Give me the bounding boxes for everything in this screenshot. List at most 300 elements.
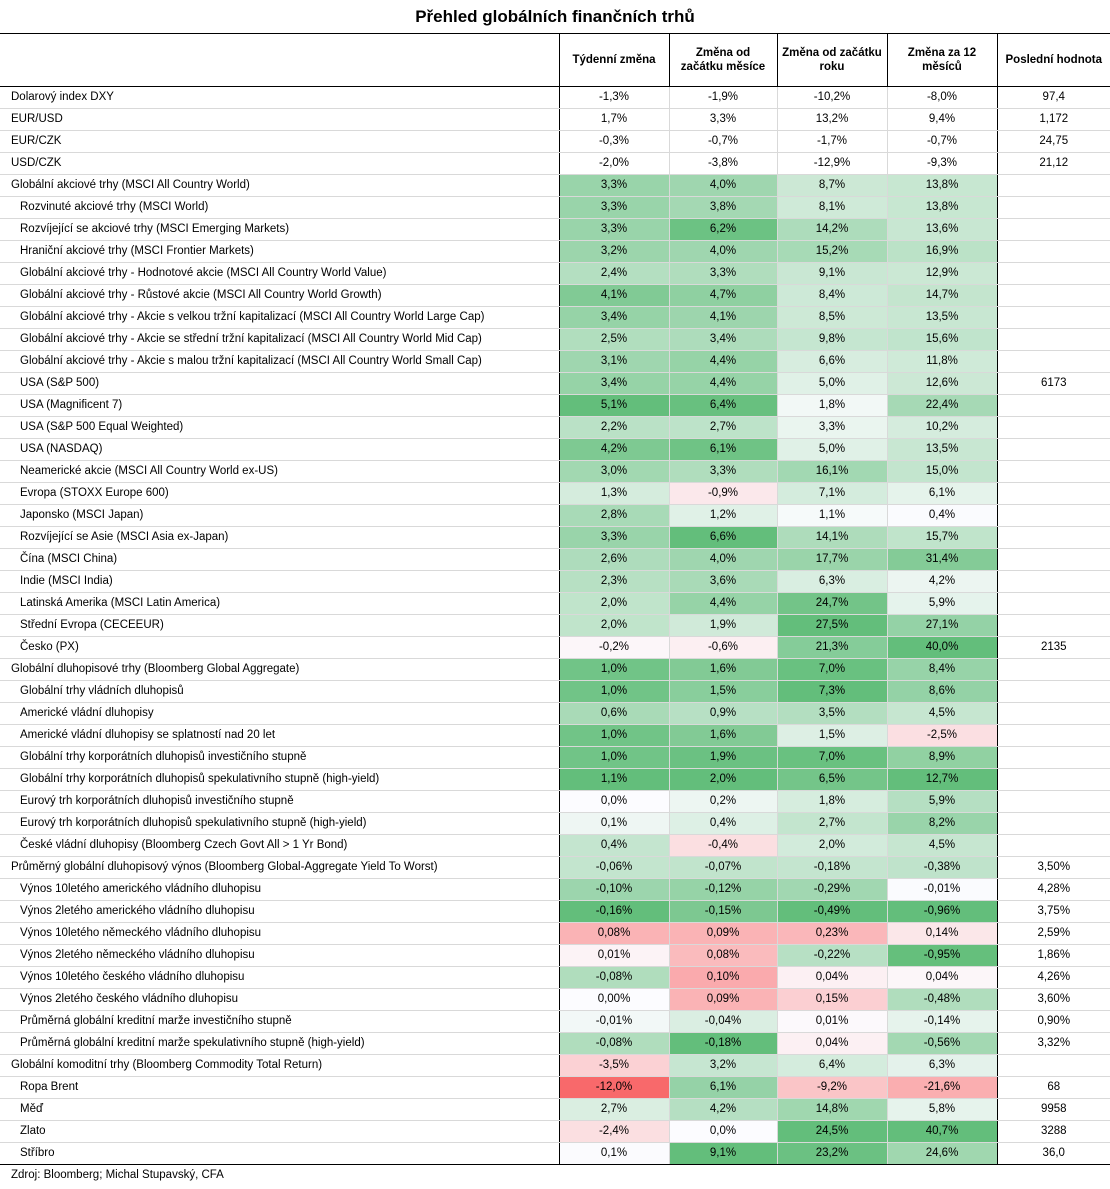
value-cell: 7,0% bbox=[777, 746, 887, 768]
value-cell: 3,2% bbox=[559, 240, 669, 262]
value-cell: 9,4% bbox=[887, 108, 997, 130]
header-name bbox=[0, 34, 559, 86]
table-row bbox=[0, 372, 1110, 394]
value-cell: -0,14% bbox=[887, 1010, 997, 1032]
last-value-cell bbox=[997, 284, 1110, 306]
value-cell: 3,4% bbox=[559, 372, 669, 394]
value-cell: 3,4% bbox=[559, 306, 669, 328]
value-cell: -0,16% bbox=[559, 900, 669, 922]
value-cell: 2,7% bbox=[559, 1098, 669, 1120]
table-row bbox=[0, 570, 1110, 592]
value-cell: -0,12% bbox=[669, 878, 777, 900]
table-row bbox=[0, 1120, 1110, 1142]
value-cell: 0,0% bbox=[559, 790, 669, 812]
value-cell: 5,8% bbox=[887, 1098, 997, 1120]
table-row bbox=[0, 306, 1110, 328]
value-cell: 14,7% bbox=[887, 284, 997, 306]
row-label: Rozvíjející se Asie (MSCI Asia ex-Japan) bbox=[0, 526, 559, 548]
value-cell: 40,0% bbox=[887, 636, 997, 658]
value-cell: 6,3% bbox=[777, 570, 887, 592]
value-cell: -0,48% bbox=[887, 988, 997, 1010]
table-row bbox=[0, 900, 1110, 922]
value-cell: 6,4% bbox=[669, 394, 777, 416]
table-row bbox=[0, 482, 1110, 504]
last-value-cell bbox=[997, 570, 1110, 592]
value-cell: 2,0% bbox=[559, 614, 669, 636]
table-row bbox=[0, 1142, 1110, 1164]
value-cell: -2,0% bbox=[559, 152, 669, 174]
row-label: Čína (MSCI China) bbox=[0, 548, 559, 570]
value-cell: 3,3% bbox=[559, 196, 669, 218]
table-row bbox=[0, 394, 1110, 416]
row-label: České vládní dluhopisy (Bloomberg Czech Govt All > 1 Yr Bond) bbox=[0, 834, 559, 856]
value-cell: 6,1% bbox=[669, 1076, 777, 1098]
value-cell: 2,0% bbox=[559, 592, 669, 614]
table-row bbox=[0, 130, 1110, 152]
value-cell: 7,0% bbox=[777, 658, 887, 680]
value-cell: 27,5% bbox=[777, 614, 887, 636]
table-row bbox=[0, 966, 1110, 988]
table-row bbox=[0, 768, 1110, 790]
value-cell: 1,2% bbox=[669, 504, 777, 526]
value-cell: 1,6% bbox=[669, 724, 777, 746]
value-cell: 3,0% bbox=[559, 460, 669, 482]
last-value-cell: 6173 bbox=[997, 372, 1110, 394]
value-cell: 8,5% bbox=[777, 306, 887, 328]
value-cell: 1,7% bbox=[559, 108, 669, 130]
value-cell: -0,06% bbox=[559, 856, 669, 878]
value-cell: 1,0% bbox=[559, 658, 669, 680]
value-cell: -0,6% bbox=[669, 636, 777, 658]
value-cell: 15,2% bbox=[777, 240, 887, 262]
value-cell: 1,6% bbox=[669, 658, 777, 680]
row-label: Ropa Brent bbox=[0, 1076, 559, 1098]
value-cell: 6,6% bbox=[669, 526, 777, 548]
value-cell: 31,4% bbox=[887, 548, 997, 570]
row-label: Globální komoditní trhy (Bloomberg Commodity Total Return) bbox=[0, 1054, 559, 1076]
row-label: USA (Magnificent 7) bbox=[0, 394, 559, 416]
header-last-value: Poslední hodnota bbox=[997, 34, 1110, 86]
value-cell: 4,7% bbox=[669, 284, 777, 306]
value-cell: 13,5% bbox=[887, 306, 997, 328]
table-row bbox=[0, 878, 1110, 900]
value-cell: -0,9% bbox=[669, 482, 777, 504]
value-cell: 0,2% bbox=[669, 790, 777, 812]
last-value-cell: 3,50% bbox=[997, 856, 1110, 878]
table-body bbox=[0, 86, 1110, 1164]
value-cell: 15,7% bbox=[887, 526, 997, 548]
last-value-cell bbox=[997, 174, 1110, 196]
value-cell: 0,6% bbox=[559, 702, 669, 724]
table-row bbox=[0, 1010, 1110, 1032]
row-label: Latinská Amerika (MSCI Latin America) bbox=[0, 592, 559, 614]
last-value-cell: 3,75% bbox=[997, 900, 1110, 922]
value-cell: 1,5% bbox=[777, 724, 887, 746]
last-value-cell bbox=[997, 262, 1110, 284]
value-cell: 1,9% bbox=[669, 614, 777, 636]
row-label: Stříbro bbox=[0, 1142, 559, 1164]
row-label: Neamerické akcie (MSCI All Country World ex-US) bbox=[0, 460, 559, 482]
value-cell: -10,2% bbox=[777, 86, 887, 108]
row-label: Globální dluhopisové trhy (Bloomberg Global Aggregate) bbox=[0, 658, 559, 680]
row-label: Globální akciové trhy - Akcie s malou tržní kapitalizací (MSCI All Country World Small Cap) bbox=[0, 350, 559, 372]
last-value-cell bbox=[997, 680, 1110, 702]
value-cell: 6,3% bbox=[887, 1054, 997, 1076]
last-value-cell: 2,59% bbox=[997, 922, 1110, 944]
value-cell: 3,3% bbox=[669, 460, 777, 482]
value-cell: 4,1% bbox=[669, 306, 777, 328]
value-cell: 0,1% bbox=[559, 812, 669, 834]
value-cell: 4,0% bbox=[669, 240, 777, 262]
value-cell: 22,4% bbox=[887, 394, 997, 416]
value-cell: -8,0% bbox=[887, 86, 997, 108]
last-value-cell bbox=[997, 768, 1110, 790]
value-cell: 3,8% bbox=[669, 196, 777, 218]
value-cell: 17,7% bbox=[777, 548, 887, 570]
value-cell: -0,38% bbox=[887, 856, 997, 878]
value-cell: 16,9% bbox=[887, 240, 997, 262]
value-cell: 13,5% bbox=[887, 438, 997, 460]
value-cell: 8,4% bbox=[777, 284, 887, 306]
value-cell: 12,7% bbox=[887, 768, 997, 790]
row-label: Průměrná globální kreditní marže investičního stupně bbox=[0, 1010, 559, 1032]
row-label: Rozvíjející se akciové trhy (MSCI Emerging Markets) bbox=[0, 218, 559, 240]
value-cell: 0,9% bbox=[669, 702, 777, 724]
value-cell: -2,5% bbox=[887, 724, 997, 746]
last-value-cell bbox=[997, 196, 1110, 218]
table-row bbox=[0, 856, 1110, 878]
value-cell: 0,4% bbox=[669, 812, 777, 834]
table-row bbox=[0, 350, 1110, 372]
value-cell: 23,2% bbox=[777, 1142, 887, 1164]
table-row bbox=[0, 702, 1110, 724]
value-cell: 1,3% bbox=[559, 482, 669, 504]
value-cell: 3,4% bbox=[669, 328, 777, 350]
last-value-cell bbox=[997, 438, 1110, 460]
table-row bbox=[0, 438, 1110, 460]
table-row bbox=[0, 526, 1110, 548]
table-row bbox=[0, 834, 1110, 856]
row-label: Globální trhy korporátních dluhopisů spekulativního stupně (high-yield) bbox=[0, 768, 559, 790]
value-cell: 1,1% bbox=[777, 504, 887, 526]
row-label: Výnos 2letého amerického vládního dluhopisu bbox=[0, 900, 559, 922]
row-label: Výnos 10letého německého vládního dluhopisu bbox=[0, 922, 559, 944]
table-row bbox=[0, 1076, 1110, 1098]
row-label: Japonsko (MSCI Japan) bbox=[0, 504, 559, 526]
value-cell: -0,08% bbox=[559, 1032, 669, 1054]
last-value-cell: 2135 bbox=[997, 636, 1110, 658]
value-cell: 13,8% bbox=[887, 196, 997, 218]
value-cell: -0,10% bbox=[559, 878, 669, 900]
last-value-cell: 1,86% bbox=[997, 944, 1110, 966]
table-row bbox=[0, 284, 1110, 306]
row-label: Evropa (STOXX Europe 600) bbox=[0, 482, 559, 504]
row-label: Měď bbox=[0, 1098, 559, 1120]
last-value-cell bbox=[997, 328, 1110, 350]
row-label: EUR/USD bbox=[0, 108, 559, 130]
value-cell: -12,0% bbox=[559, 1076, 669, 1098]
value-cell: 0,00% bbox=[559, 988, 669, 1010]
value-cell: 6,4% bbox=[777, 1054, 887, 1076]
value-cell: 4,1% bbox=[559, 284, 669, 306]
value-cell: 0,01% bbox=[559, 944, 669, 966]
value-cell: 6,1% bbox=[669, 438, 777, 460]
value-cell: 0,14% bbox=[887, 922, 997, 944]
value-cell: -21,6% bbox=[887, 1076, 997, 1098]
page-title: Přehled globálních finančních trhů bbox=[0, 0, 1110, 34]
header-row bbox=[0, 34, 1110, 86]
table-row bbox=[0, 1054, 1110, 1076]
table-row bbox=[0, 592, 1110, 614]
value-cell: 4,4% bbox=[669, 372, 777, 394]
value-cell: 0,10% bbox=[669, 966, 777, 988]
value-cell: 6,6% bbox=[777, 350, 887, 372]
value-cell: 0,01% bbox=[777, 1010, 887, 1032]
last-value-cell bbox=[997, 702, 1110, 724]
last-value-cell: 68 bbox=[997, 1076, 1110, 1098]
value-cell: -0,04% bbox=[669, 1010, 777, 1032]
value-cell: -9,3% bbox=[887, 152, 997, 174]
value-cell: -3,8% bbox=[669, 152, 777, 174]
value-cell: 8,4% bbox=[887, 658, 997, 680]
table-row bbox=[0, 1098, 1110, 1120]
last-value-cell bbox=[997, 240, 1110, 262]
last-value-cell bbox=[997, 658, 1110, 680]
row-label: Výnos 2letého českého vládního dluhopisu bbox=[0, 988, 559, 1010]
value-cell: -1,7% bbox=[777, 130, 887, 152]
row-label: Eurový trh korporátních dluhopisů spekulativního stupně (high-yield) bbox=[0, 812, 559, 834]
last-value-cell bbox=[997, 526, 1110, 548]
row-label: EUR/CZK bbox=[0, 130, 559, 152]
value-cell: -2,4% bbox=[559, 1120, 669, 1142]
value-cell: 2,5% bbox=[559, 328, 669, 350]
value-cell: 15,0% bbox=[887, 460, 997, 482]
last-value-cell bbox=[997, 614, 1110, 636]
value-cell: -0,7% bbox=[887, 130, 997, 152]
value-cell: 0,04% bbox=[777, 966, 887, 988]
value-cell: 0,04% bbox=[887, 966, 997, 988]
row-label: USA (S&P 500) bbox=[0, 372, 559, 394]
row-label: Globální akciové trhy (MSCI All Country World) bbox=[0, 174, 559, 196]
value-cell: 1,0% bbox=[559, 746, 669, 768]
value-cell: 8,6% bbox=[887, 680, 997, 702]
table-row bbox=[0, 548, 1110, 570]
value-cell: 1,8% bbox=[777, 394, 887, 416]
value-cell: -0,29% bbox=[777, 878, 887, 900]
value-cell: 5,9% bbox=[887, 790, 997, 812]
value-cell: -0,95% bbox=[887, 944, 997, 966]
last-value-cell bbox=[997, 1054, 1110, 1076]
value-cell: 3,1% bbox=[559, 350, 669, 372]
value-cell: -0,4% bbox=[669, 834, 777, 856]
value-cell: -3,5% bbox=[559, 1054, 669, 1076]
value-cell: 1,1% bbox=[559, 768, 669, 790]
value-cell: 1,0% bbox=[559, 724, 669, 746]
last-value-cell bbox=[997, 504, 1110, 526]
table-row bbox=[0, 680, 1110, 702]
table-row bbox=[0, 108, 1110, 130]
value-cell: 5,0% bbox=[777, 438, 887, 460]
value-cell: 4,2% bbox=[669, 1098, 777, 1120]
value-cell: 2,4% bbox=[559, 262, 669, 284]
last-value-cell: 4,28% bbox=[997, 878, 1110, 900]
value-cell: 3,3% bbox=[559, 218, 669, 240]
value-cell: 4,5% bbox=[887, 834, 997, 856]
last-value-cell: 97,4 bbox=[997, 86, 1110, 108]
table-row bbox=[0, 152, 1110, 174]
table-row bbox=[0, 922, 1110, 944]
value-cell: -0,18% bbox=[777, 856, 887, 878]
value-cell: 0,4% bbox=[559, 834, 669, 856]
value-cell: 13,2% bbox=[777, 108, 887, 130]
last-value-cell bbox=[997, 790, 1110, 812]
value-cell: 0,15% bbox=[777, 988, 887, 1010]
value-cell: 13,6% bbox=[887, 218, 997, 240]
header-12m: Změna za 12 měsíců bbox=[887, 34, 997, 86]
value-cell: 3,3% bbox=[669, 108, 777, 130]
value-cell: 14,2% bbox=[777, 218, 887, 240]
value-cell: 2,6% bbox=[559, 548, 669, 570]
value-cell: 2,7% bbox=[777, 812, 887, 834]
last-value-cell bbox=[997, 482, 1110, 504]
value-cell: 4,4% bbox=[669, 592, 777, 614]
value-cell: 15,6% bbox=[887, 328, 997, 350]
value-cell: 2,3% bbox=[559, 570, 669, 592]
value-cell: 0,08% bbox=[669, 944, 777, 966]
source-note: Zdroj: Bloomberg; Michal Stupavský, CFA bbox=[11, 1168, 224, 1181]
last-value-cell bbox=[997, 834, 1110, 856]
row-label: Eurový trh korporátních dluhopisů investičního stupně bbox=[0, 790, 559, 812]
value-cell: -9,2% bbox=[777, 1076, 887, 1098]
value-cell: 6,5% bbox=[777, 768, 887, 790]
table-row bbox=[0, 86, 1110, 108]
value-cell: 13,8% bbox=[887, 174, 997, 196]
value-cell: 1,5% bbox=[669, 680, 777, 702]
value-cell: -0,2% bbox=[559, 636, 669, 658]
value-cell: 3,3% bbox=[559, 174, 669, 196]
value-cell: -0,96% bbox=[887, 900, 997, 922]
last-value-cell bbox=[997, 812, 1110, 834]
row-label: Globální trhy vládních dluhopisů bbox=[0, 680, 559, 702]
value-cell: -1,3% bbox=[559, 86, 669, 108]
value-cell: 3,3% bbox=[559, 526, 669, 548]
value-cell: -0,18% bbox=[669, 1032, 777, 1054]
last-value-cell bbox=[997, 394, 1110, 416]
value-cell: 10,2% bbox=[887, 416, 997, 438]
value-cell: 8,9% bbox=[887, 746, 997, 768]
last-value-cell: 3288 bbox=[997, 1120, 1110, 1142]
last-value-cell bbox=[997, 746, 1110, 768]
row-label: Česko (PX) bbox=[0, 636, 559, 658]
table-row bbox=[0, 658, 1110, 680]
value-cell: 1,9% bbox=[669, 746, 777, 768]
last-value-cell bbox=[997, 306, 1110, 328]
table-row bbox=[0, 812, 1110, 834]
row-label: Globální akciové trhy - Růstové akcie (MSCI All Country World Growth) bbox=[0, 284, 559, 306]
row-label: Globální trhy korporátních dluhopisů investičního stupně bbox=[0, 746, 559, 768]
row-label: Dolarový index DXY bbox=[0, 86, 559, 108]
value-cell: 0,04% bbox=[777, 1032, 887, 1054]
last-value-cell bbox=[997, 460, 1110, 482]
value-cell: 4,0% bbox=[669, 174, 777, 196]
value-cell: 9,1% bbox=[777, 262, 887, 284]
last-value-cell: 4,26% bbox=[997, 966, 1110, 988]
value-cell: 21,3% bbox=[777, 636, 887, 658]
row-label: Americké vládní dluhopisy se splatností nad 20 let bbox=[0, 724, 559, 746]
table-row bbox=[0, 262, 1110, 284]
row-label: Globální akciové trhy - Akcie s velkou tržní kapitalizací (MSCI All Country World Large Cap) bbox=[0, 306, 559, 328]
value-cell: 3,6% bbox=[669, 570, 777, 592]
value-cell: 3,2% bbox=[669, 1054, 777, 1076]
table-row bbox=[0, 988, 1110, 1010]
last-value-cell: 24,75 bbox=[997, 130, 1110, 152]
row-label: USD/CZK bbox=[0, 152, 559, 174]
row-label: Globální akciové trhy - Akcie se střední tržní kapitalizací (MSCI All Country World Mid Cap) bbox=[0, 328, 559, 350]
last-value-cell bbox=[997, 350, 1110, 372]
value-cell: 11,8% bbox=[887, 350, 997, 372]
last-value-cell bbox=[997, 724, 1110, 746]
value-cell: 9,1% bbox=[669, 1142, 777, 1164]
row-label: Hraniční akciové trhy (MSCI Frontier Markets) bbox=[0, 240, 559, 262]
table-row bbox=[0, 218, 1110, 240]
value-cell: 2,7% bbox=[669, 416, 777, 438]
last-value-cell bbox=[997, 416, 1110, 438]
table-row bbox=[0, 504, 1110, 526]
value-cell: -0,01% bbox=[559, 1010, 669, 1032]
header-ytd: Změna od začátku roku bbox=[777, 34, 887, 86]
table-row bbox=[0, 1032, 1110, 1054]
header-weekly: Týdenní změna bbox=[559, 34, 669, 86]
row-label: Výnos 10letého amerického vládního dluhopisu bbox=[0, 878, 559, 900]
value-cell: 5,9% bbox=[887, 592, 997, 614]
last-value-cell: 21,12 bbox=[997, 152, 1110, 174]
value-cell: 1,0% bbox=[559, 680, 669, 702]
last-value-cell: 36,0 bbox=[997, 1142, 1110, 1164]
table-row bbox=[0, 460, 1110, 482]
table-row bbox=[0, 416, 1110, 438]
value-cell: 0,09% bbox=[669, 922, 777, 944]
last-value-cell: 3,32% bbox=[997, 1032, 1110, 1054]
value-cell: 8,7% bbox=[777, 174, 887, 196]
row-label: USA (NASDAQ) bbox=[0, 438, 559, 460]
last-value-cell: 3,60% bbox=[997, 988, 1110, 1010]
markets-table bbox=[0, 34, 1110, 1165]
value-cell: 6,2% bbox=[669, 218, 777, 240]
row-label: USA (S&P 500 Equal Weighted) bbox=[0, 416, 559, 438]
value-cell: 8,1% bbox=[777, 196, 887, 218]
value-cell: 4,0% bbox=[669, 548, 777, 570]
row-label: Globální akciové trhy - Hodnotové akcie (MSCI All Country World Value) bbox=[0, 262, 559, 284]
value-cell: 27,1% bbox=[887, 614, 997, 636]
table-row bbox=[0, 174, 1110, 196]
value-cell: 2,2% bbox=[559, 416, 669, 438]
table-row bbox=[0, 724, 1110, 746]
table-row bbox=[0, 636, 1110, 658]
value-cell: 0,09% bbox=[669, 988, 777, 1010]
last-value-cell: 9958 bbox=[997, 1098, 1110, 1120]
row-label: Průměrný globální dluhopisový výnos (Bloomberg Global-Aggregate Yield To Worst) bbox=[0, 856, 559, 878]
value-cell: -12,9% bbox=[777, 152, 887, 174]
value-cell: 8,2% bbox=[887, 812, 997, 834]
value-cell: -1,9% bbox=[669, 86, 777, 108]
value-cell: -0,7% bbox=[669, 130, 777, 152]
value-cell: -0,07% bbox=[669, 856, 777, 878]
value-cell: 3,5% bbox=[777, 702, 887, 724]
value-cell: 0,0% bbox=[669, 1120, 777, 1142]
table-row bbox=[0, 328, 1110, 350]
table-row bbox=[0, 240, 1110, 262]
table-row bbox=[0, 614, 1110, 636]
